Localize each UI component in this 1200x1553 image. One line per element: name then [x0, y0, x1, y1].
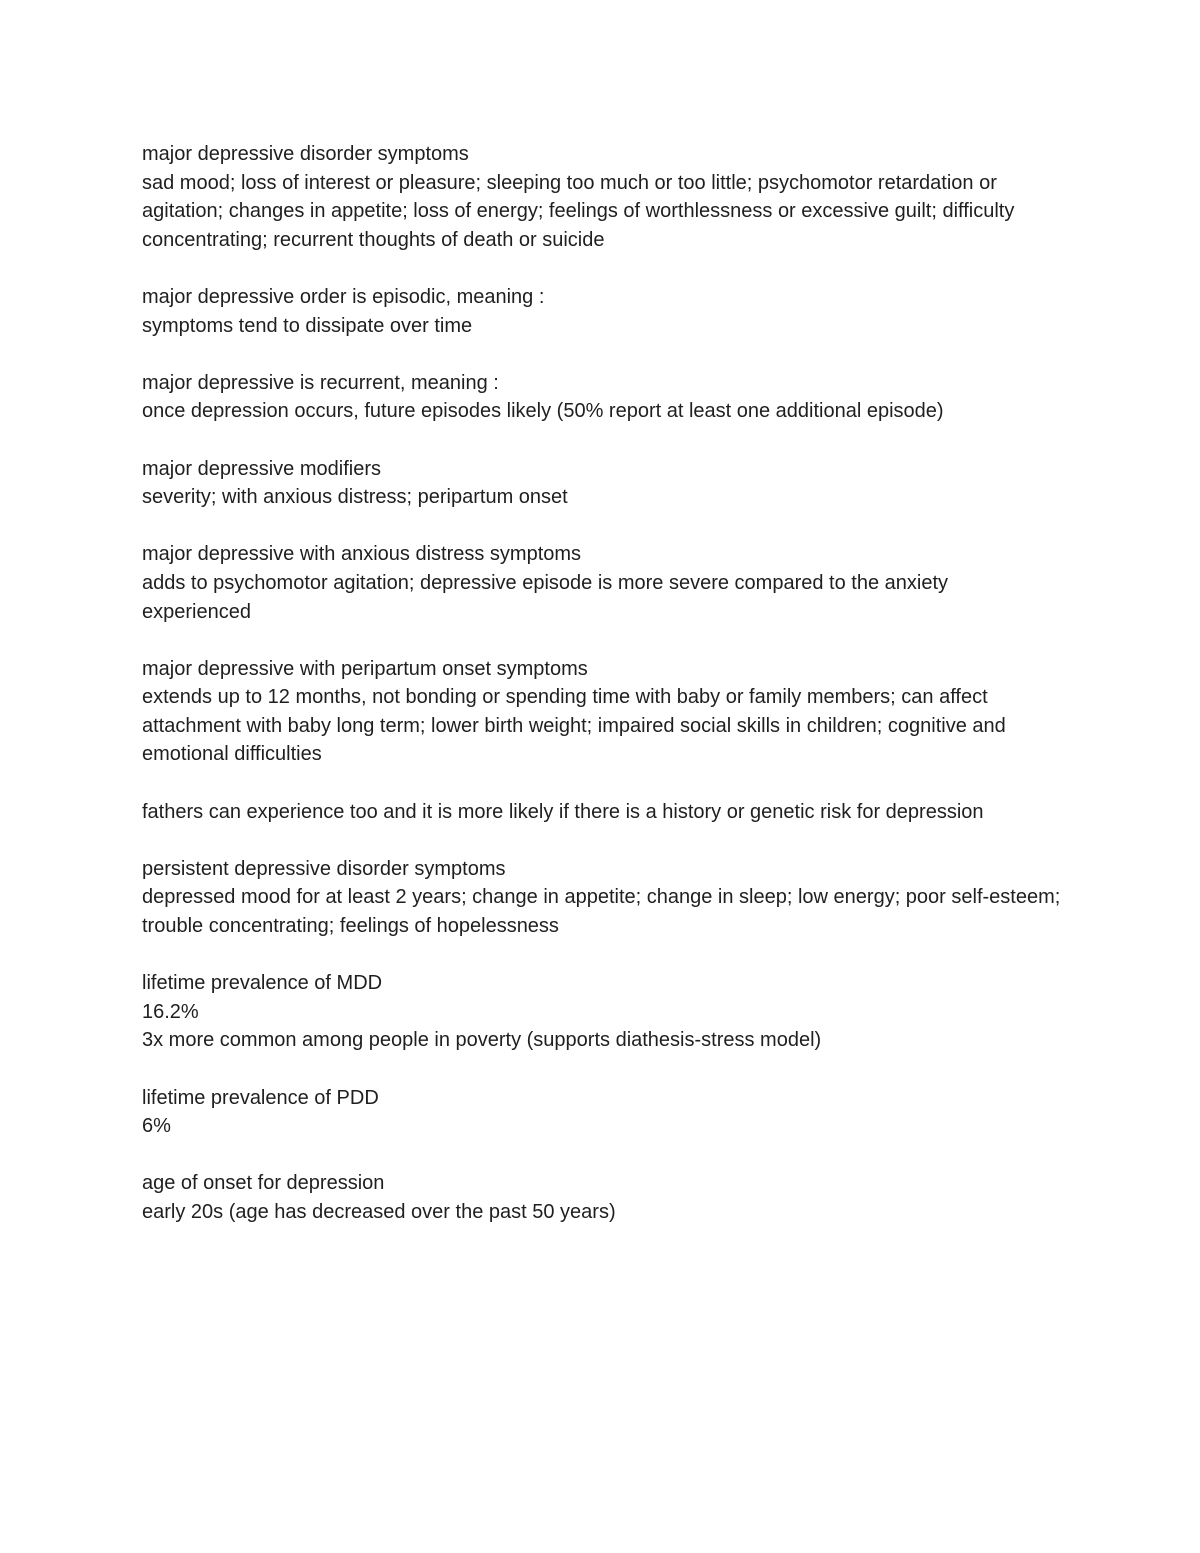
note-peripartum-onset: [142, 655, 1062, 769]
note-value: 16.2%: [142, 1000, 199, 1023]
note-term: lifetime prevalence of MDD: [142, 972, 383, 995]
note-term: major depressive with peripartum onset symptoms: [142, 657, 588, 680]
note-definition: depressed mood for at least 2 years; change in appetite; change in sleep; low energy; poor self-esteem; trouble concentrating; feelings of hopelessness: [142, 886, 1061, 938]
note-term: major depressive order is episodic, meaning :: [142, 285, 545, 308]
document-body: [142, 140, 1062, 1255]
note-anxious-distress: [142, 540, 1062, 626]
note-statement: fathers can experience too and it is more likely if there is a history or genetic risk for depression: [142, 800, 984, 823]
note-episodic: [142, 283, 1062, 340]
note-term: lifetime prevalence of PDD: [142, 1086, 379, 1109]
note-fathers: [142, 798, 1062, 827]
note-term: major depressive disorder symptoms: [142, 143, 469, 165]
note-term: major depressive with anxious distress symptoms: [142, 543, 582, 566]
note-term: persistent depressive disorder symptoms: [142, 857, 506, 880]
note-definition: severity; with anxious distress; peripartum onset: [142, 486, 568, 509]
note-definition: adds to psychomotor agitation; depressive episode is more severe compared to the anxiety experienced: [142, 571, 948, 623]
note-age-of-onset: [142, 1169, 1062, 1226]
note-modifiers: [142, 455, 1062, 512]
note-value: 6%: [142, 1115, 171, 1138]
note-definition: once depression occurs, future episodes likely (50% report at least one additional episode): [142, 400, 944, 423]
note-definition: 3x more common among people in poverty (supports diathesis-stress model): [142, 1029, 822, 1052]
note-definition: early 20s (age has decreased over the past 50 years): [142, 1200, 616, 1223]
note-definition: extends up to 12 months, not bonding or spending time with baby or family members; can affect attachment with baby long term; lower birth weight; impaired social skills in children; cognitive and emotional difficulties: [142, 686, 1006, 766]
note-term: age of onset for depression: [142, 1172, 385, 1195]
note-term: major depressive is recurrent, meaning :: [142, 371, 499, 394]
note-recurrent: [142, 369, 1062, 426]
note-pdd-prevalence: [142, 1084, 1062, 1141]
note-mdd-symptoms: [142, 140, 1062, 254]
note-definition: sad mood; loss of interest or pleasure; sleeping too much or too little; psychomotor retardation or agitation; changes in appetite; loss of energy; feelings of worthlessness or excessive guilt; difficulty concentrating; recurrent thoughts of death or suicide: [142, 171, 1015, 251]
note-pdd-symptoms: [142, 855, 1062, 941]
note-mdd-prevalence: [142, 969, 1062, 1055]
note-term: major depressive modifiers: [142, 457, 381, 480]
note-definition: symptoms tend to dissipate over time: [142, 314, 473, 337]
